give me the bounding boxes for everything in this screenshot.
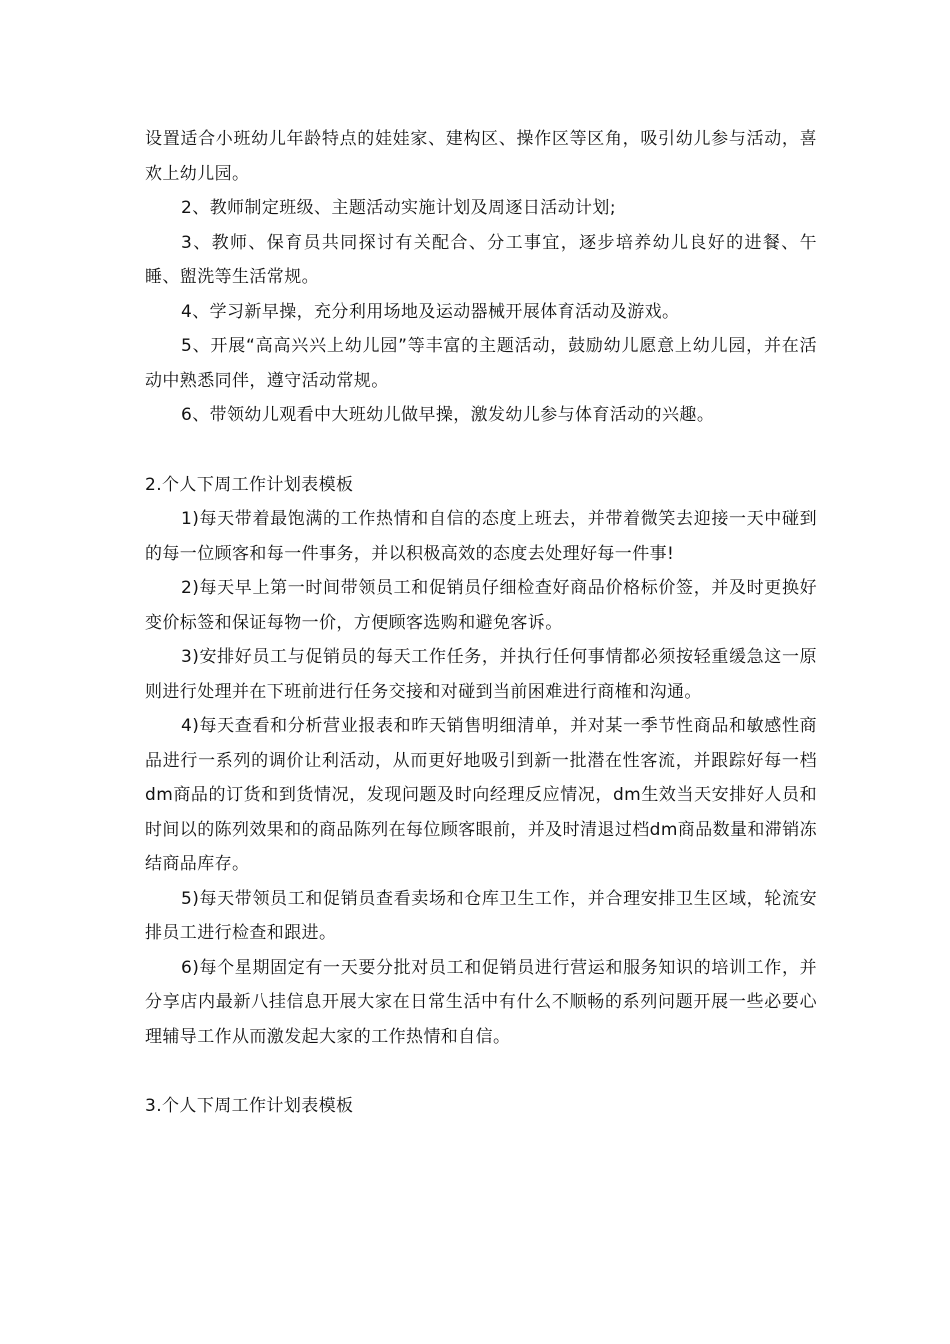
section3-heading: 3.个人下周工作计划表模板 xyxy=(145,1096,354,1116)
section2-item-1: 1)每天带着最饱满的工作热情和自信的态度上班去，并带着微笑去迎接一天中碰到的每一位顾客和每一件事务，并以积极高效的态度去处理好每一件事! xyxy=(145,509,817,564)
section2-item-6: 6)每个星期固定有一天要分批对员工和促销员进行营运和服务知识的培训工作，并分享店内最新八挂信息开展大家在日常生活中有什么不顺畅的系列问题开展一些必要心理辅导工作从而激发起大家的工作热情和自信。 xyxy=(145,957,817,1047)
intro-continuation-paragraph: 设置适合小班幼儿年龄特点的娃娃家、建构区、操作区等区角，吸引幼儿参与活动，喜欢上幼儿园。 xyxy=(145,129,817,184)
section1-item-6: 6、带领幼儿观看中大班幼儿做早操，激发幼儿参与体育活动的兴趣。 xyxy=(181,405,715,425)
document-body xyxy=(145,122,817,1124)
section2-item-4: 4)每天查看和分析营业报表和昨天销售明细清单，并对某一季节性商品和敏感性商品进行一系列的调价让利活动，从而更好地吸引到新一批潜在性客流，并跟踪好每一档dm商品的订货和到货情况，发现问题及时向经理反应情况，dm生效当天安排好人员和时间以的陈列效果和的商品陈列在每位顾客眼前，并及时清退过档dm商品数量和滞销冻结商品库存。 xyxy=(145,716,817,874)
section2-item-5: 5)每天带领员工和促销员查看卖场和仓库卫生工作，并合理安排卫生区域，轮流安排员工进行检查和跟进。 xyxy=(145,888,817,943)
section1-item-4: 4、学习新早操，充分利用场地及运动器械开展体育活动及游戏。 xyxy=(181,301,680,322)
section2-item-3: 3)安排好员工与促销员的每天工作任务，并执行任何事情都必须按轻重缓急这一原则进行处理并在下班前进行任务交接和对碰到当前困难进行商榷和沟通。 xyxy=(145,647,817,702)
section1-item-5: 5、开展“高高兴兴上幼儿园”等丰富的主题活动，鼓励幼儿愿意上幼儿园，并在活动中熟悉同伴，遵守活动常规。 xyxy=(145,336,817,391)
section2-heading: 2.个人下周工作计划表模板 xyxy=(145,474,354,495)
section1-item-3: 3、教师、保育员共同探讨有关配合、分工事宜，逐步培养幼儿良好的进餐、午睡、盥洗等生活常规。 xyxy=(145,232,817,287)
section1-item-2: 2、教师制定班级、主题活动实施计划及周逐日活动计划; xyxy=(181,198,616,218)
section2-item-2: 2)每天早上第一时间带领员工和促销员仔细检查好商品价格标价签，并及时更换好变价标签和保证每物一价，方便顾客选购和避免客诉。 xyxy=(145,578,817,633)
